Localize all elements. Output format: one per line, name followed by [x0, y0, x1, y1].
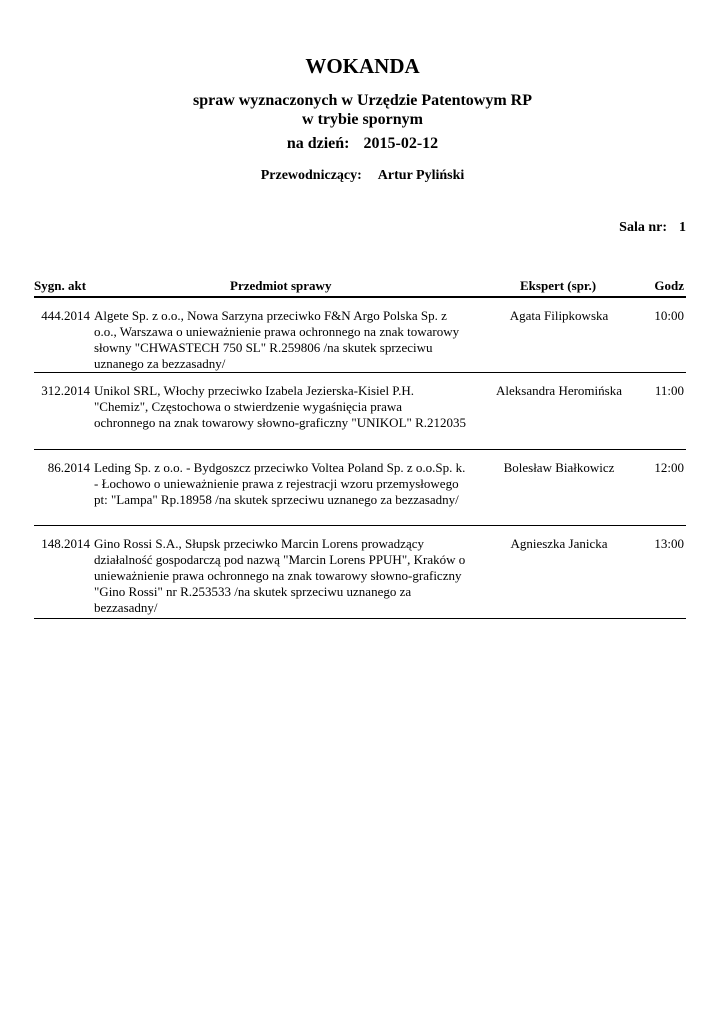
hearings-table	[34, 277, 686, 619]
subtitle-line-1: spraw wyznaczonych w Urzędzie Patentowym RP	[192, 92, 533, 109]
chairperson	[0, 167, 725, 184]
case-time: 11:00	[654, 383, 684, 398]
room-number-value: 1	[679, 220, 686, 235]
case-expert: Agata Filipkowska	[509, 308, 609, 323]
case-subject: Unikol SRL, Włochy przeciwko Izabela Jezierska-Kisiel P.H. "Chemiz", Częstochowa o stwierdzenie wygaśnięcia prawa ochronnego na znak towarowy słowno-graficzny "UNIKOL" R.212035	[94, 383, 466, 430]
case-number: 86.2014	[47, 460, 90, 475]
table-row	[34, 298, 686, 373]
case-time: 13:00	[654, 536, 684, 551]
case-expert: Bolesław Białkowicz	[503, 460, 615, 475]
table-row	[34, 526, 686, 619]
room-number	[619, 219, 686, 236]
case-number: 148.2014	[41, 536, 90, 551]
document-title: WOKANDA	[305, 54, 420, 78]
case-number: 444.2014	[41, 308, 90, 323]
column-header-subject: Przedmiot sprawy	[230, 278, 332, 293]
room-label: Sala nr:	[619, 220, 667, 235]
case-time: 12:00	[654, 460, 684, 475]
case-subject: Gino Rossi S.A., Słupsk przeciwko Marcin Lorens prowadzący działalność gospodarczą pod nazwą "Marcin Lorens PPUH", Kraków o unieważnienie prawa ochronnego na znak towarowy słowno-graficzny "Gino Rossi" nr R.253533 /na skutek sprzeciwu uznanego za bezzasadny/	[94, 536, 466, 615]
case-expert: Agnieszka Janicka	[510, 536, 608, 551]
column-header-expert: Ekspert (spr.)	[520, 278, 597, 293]
case-subject: Leding Sp. z o.o. - Bydgoszcz przeciwko Voltea Poland Sp. z o.o.Sp. k. - Łochowo o unieważnienie prawa z rejestracji wzoru przemysłowego pt: "Lampa" Rp.18958 /na skutek sprzeciwu uznanego za bezzasadny/	[94, 460, 466, 507]
case-number: 312.2014	[41, 383, 90, 398]
date-label: na dzień:	[286, 135, 350, 152]
table-row	[34, 450, 686, 526]
date-value: 2015-02-12	[363, 135, 439, 152]
table-row	[34, 373, 686, 450]
subtitle-line-2: w trybie spornym	[302, 111, 423, 128]
column-header-time: Godz	[654, 278, 684, 293]
table-header	[34, 277, 686, 298]
case-expert: Aleksandra Heromińska	[496, 383, 622, 398]
column-header-sygn: Sygn. akt	[34, 278, 87, 293]
chair-name: Artur Pyliński	[377, 168, 465, 183]
hearing-date	[0, 134, 725, 154]
chair-label: Przewodniczący:	[260, 168, 362, 183]
case-time: 10:00	[654, 308, 684, 323]
case-subject: Algete Sp. z o.o., Nowa Sarzyna przeciwko F&N Argo Polska Sp. z o.o., Warszawa o unieważnienie prawa ochronnego na znak towarowy słowny "CHWASTECH 750 SL" R.259806 /na skutek sprzeciwu uznanego za bezzasadny/	[94, 308, 460, 371]
